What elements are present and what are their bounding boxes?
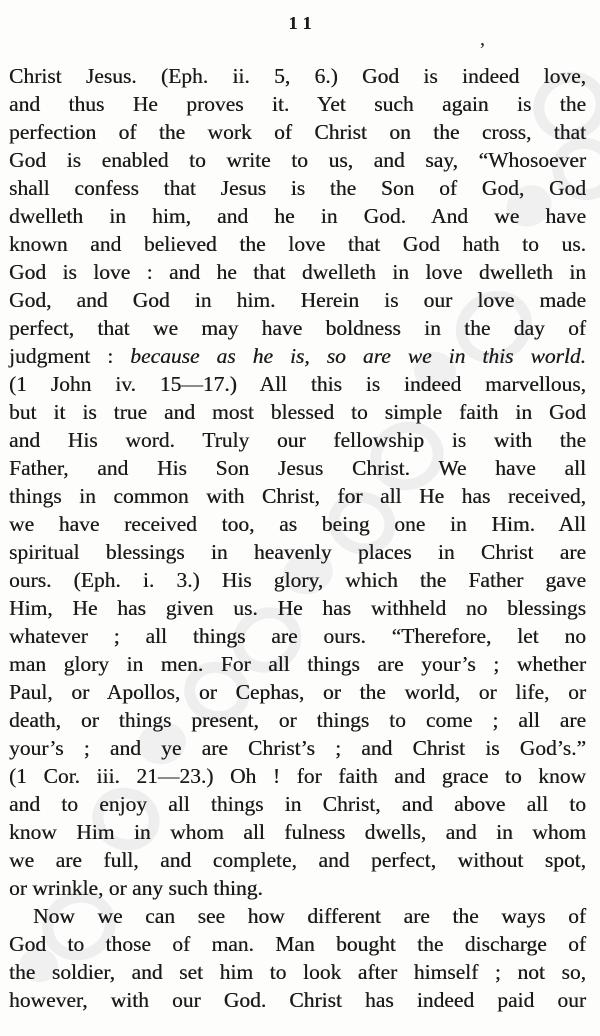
text-line <box>9 622 586 650</box>
text-line <box>9 202 586 230</box>
text-line <box>9 790 586 818</box>
text-line <box>9 118 586 146</box>
text-line <box>9 650 586 678</box>
text-run: and thus He proves it. Yet such again is the <box>9 92 586 116</box>
text-line <box>9 454 586 482</box>
text-run: perfection of the work of Christ on the cross, that <box>9 120 586 144</box>
text-run: Father, and His Son Jesus Christ. We have all <box>9 456 586 480</box>
text-line <box>9 734 586 762</box>
text-run: and to enjoy all things in Christ, and above all to <box>9 792 586 816</box>
text-run: (1 Cor. iii. 21—23.) Oh ! for faith and grace to know <box>9 764 586 788</box>
text-run: and His word. Truly our fellowship is with the <box>9 428 586 452</box>
text-run: shall confess that Jesus is the Son of God, God <box>9 176 586 200</box>
text-line <box>9 286 586 314</box>
text-run: Paul, or Apollos, or Cephas, or the world, or life, or <box>9 680 586 704</box>
text-run: your’s ; and ye are Christ’s ; and Christ is God’s.” <box>9 736 586 760</box>
text-run: ours. (Eph. i. 3.) His glory, which the Father gave <box>9 568 586 592</box>
text-run: dwelleth in him, and he in God. And we have <box>9 204 586 228</box>
text-run: God to those of man. Man bought the discharge of <box>9 932 586 956</box>
text-line <box>9 230 586 258</box>
page-number: 11 <box>288 13 318 33</box>
text-run: God is love : and he that dwelleth in love dwelleth in <box>9 260 586 284</box>
text-line <box>9 678 586 706</box>
text-run: Him, He has given us. He has withheld no blessings <box>9 596 586 620</box>
text-line <box>9 538 586 566</box>
text-run: we are full, and complete, and perfect, without spot, <box>9 848 586 872</box>
text-run: perfect, that we may have boldness in the day of <box>9 316 586 340</box>
text-line <box>9 426 586 454</box>
text-line <box>9 342 586 370</box>
text-run: the soldier, and set him to look after himself ; not so, <box>9 960 586 984</box>
text-run: spiritual blessings in heavenly places in Christ are <box>9 540 586 564</box>
text-line <box>9 174 586 202</box>
text-run: Christ Jesus. (Eph. ii. 5, 6.) God is indeed love, <box>9 64 586 88</box>
text-line <box>9 846 586 874</box>
text-run: however, with our God. Christ has indeed paid our <box>9 988 586 1012</box>
italic-text-run: because as he is, so are we in this world. <box>130 344 587 368</box>
text-run: known and believed the love that God hath to us. <box>9 232 586 256</box>
text-run: Now we can see how different are the ways of <box>33 904 586 928</box>
text-run: or wrinkle, or any such thing. <box>9 876 263 900</box>
text-line <box>9 902 586 930</box>
text-line <box>9 90 586 118</box>
text-line <box>9 62 586 90</box>
text-line <box>9 314 586 342</box>
stray-ink-mark: ’ <box>479 39 486 61</box>
text-line <box>9 258 586 286</box>
text-line <box>9 370 586 398</box>
text-line <box>9 482 586 510</box>
text-line <box>9 874 586 902</box>
text-run: know Him in whom all fulness dwells, and in whom <box>9 820 586 844</box>
text-line <box>9 398 586 426</box>
text-line <box>9 594 586 622</box>
text-line <box>9 930 586 958</box>
text-line <box>9 986 586 1014</box>
text-run: we have received too, as being one in Him. All <box>9 512 586 536</box>
text-line <box>9 510 586 538</box>
text-run: death, or things present, or things to come ; all are <box>9 708 586 732</box>
text-line <box>9 146 586 174</box>
text-line <box>9 818 586 846</box>
body-text <box>9 62 586 1014</box>
text-run: but it is true and most blessed to simple faith in God <box>9 400 586 424</box>
text-run: God, and God in him. Herein is our love made <box>9 288 586 312</box>
text-run: whatever ; all things are ours. “Therefore, let no <box>9 624 586 648</box>
text-line <box>9 958 586 986</box>
text-run: God is enabled to write to us, and say, “Whosoever <box>9 148 586 172</box>
text-line <box>9 566 586 594</box>
text-line <box>9 706 586 734</box>
text-run: things in common with Christ, for all He has received, <box>9 484 586 508</box>
text-run: man glory in men. For all things are your’s ; whether <box>9 652 586 676</box>
text-line <box>9 762 586 790</box>
text-run: (1 John iv. 15—17.) All this is indeed marvellous, <box>9 372 586 396</box>
text-run: judgment : <box>9 344 131 368</box>
